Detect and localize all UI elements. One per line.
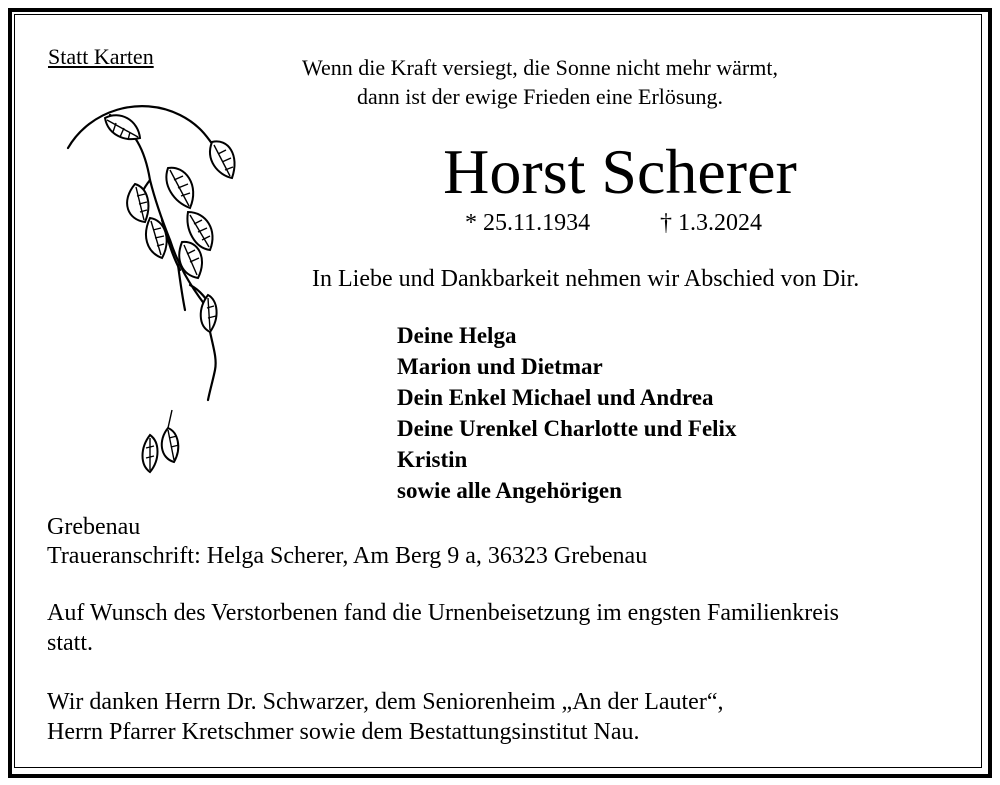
town-name: Grebenau: [47, 514, 141, 540]
burial-notice-line-2: statt.: [47, 630, 93, 656]
mourner: sowie alle Angehörigen: [397, 478, 622, 503]
mourner: Deine Urenkel Charlotte und Felix: [397, 416, 737, 441]
mourner: Marion und Dietmar: [397, 354, 603, 379]
thanks-line-1: Wir danken Herrn Dr. Schwarzer, dem Seniorenheim „An der Lauter“,: [47, 689, 724, 715]
motto-line-2: dann ist der ewige Frieden eine Erlösung.: [357, 84, 723, 109]
motto-line-1: Wenn die Kraft versiegt, die Sonne nicht mehr wärmt,: [302, 55, 778, 80]
burial-notice: [47, 598, 967, 658]
statt-karten-label: Statt Karten: [48, 44, 154, 69]
mourning-address: Traueranschrift: Helga Scherer, Am Berg 9 a, 36323 Grebenau: [47, 543, 648, 569]
mourners-list: [397, 320, 736, 506]
leaf-branch-illustration: [50, 90, 260, 490]
death-date: † 1.3.2024: [660, 210, 762, 236]
mourner: Kristin: [397, 447, 468, 472]
mourner: Dein Enkel Michael und Andrea: [397, 385, 714, 410]
birth-date: * 25.11.1934: [465, 210, 591, 236]
thanks-text: [47, 687, 967, 747]
burial-notice-line-1: Auf Wunsch des Verstorbenen fand die Urnenbeisetzung im engsten Familienkreis: [47, 600, 839, 626]
thanks-line-2: Herrn Pfarrer Kretschmer sowie dem Bestattungsinstitut Nau.: [47, 719, 640, 745]
mourner: Deine Helga: [397, 323, 517, 348]
leaf-icon: [162, 428, 179, 462]
branch-stem: [68, 106, 215, 148]
motto-verse: [300, 53, 780, 111]
farewell-text: In Liebe und Dankbarkeit nehmen wir Abschied von Dir.: [312, 266, 860, 292]
deceased-name: Horst Scherer: [443, 136, 797, 207]
